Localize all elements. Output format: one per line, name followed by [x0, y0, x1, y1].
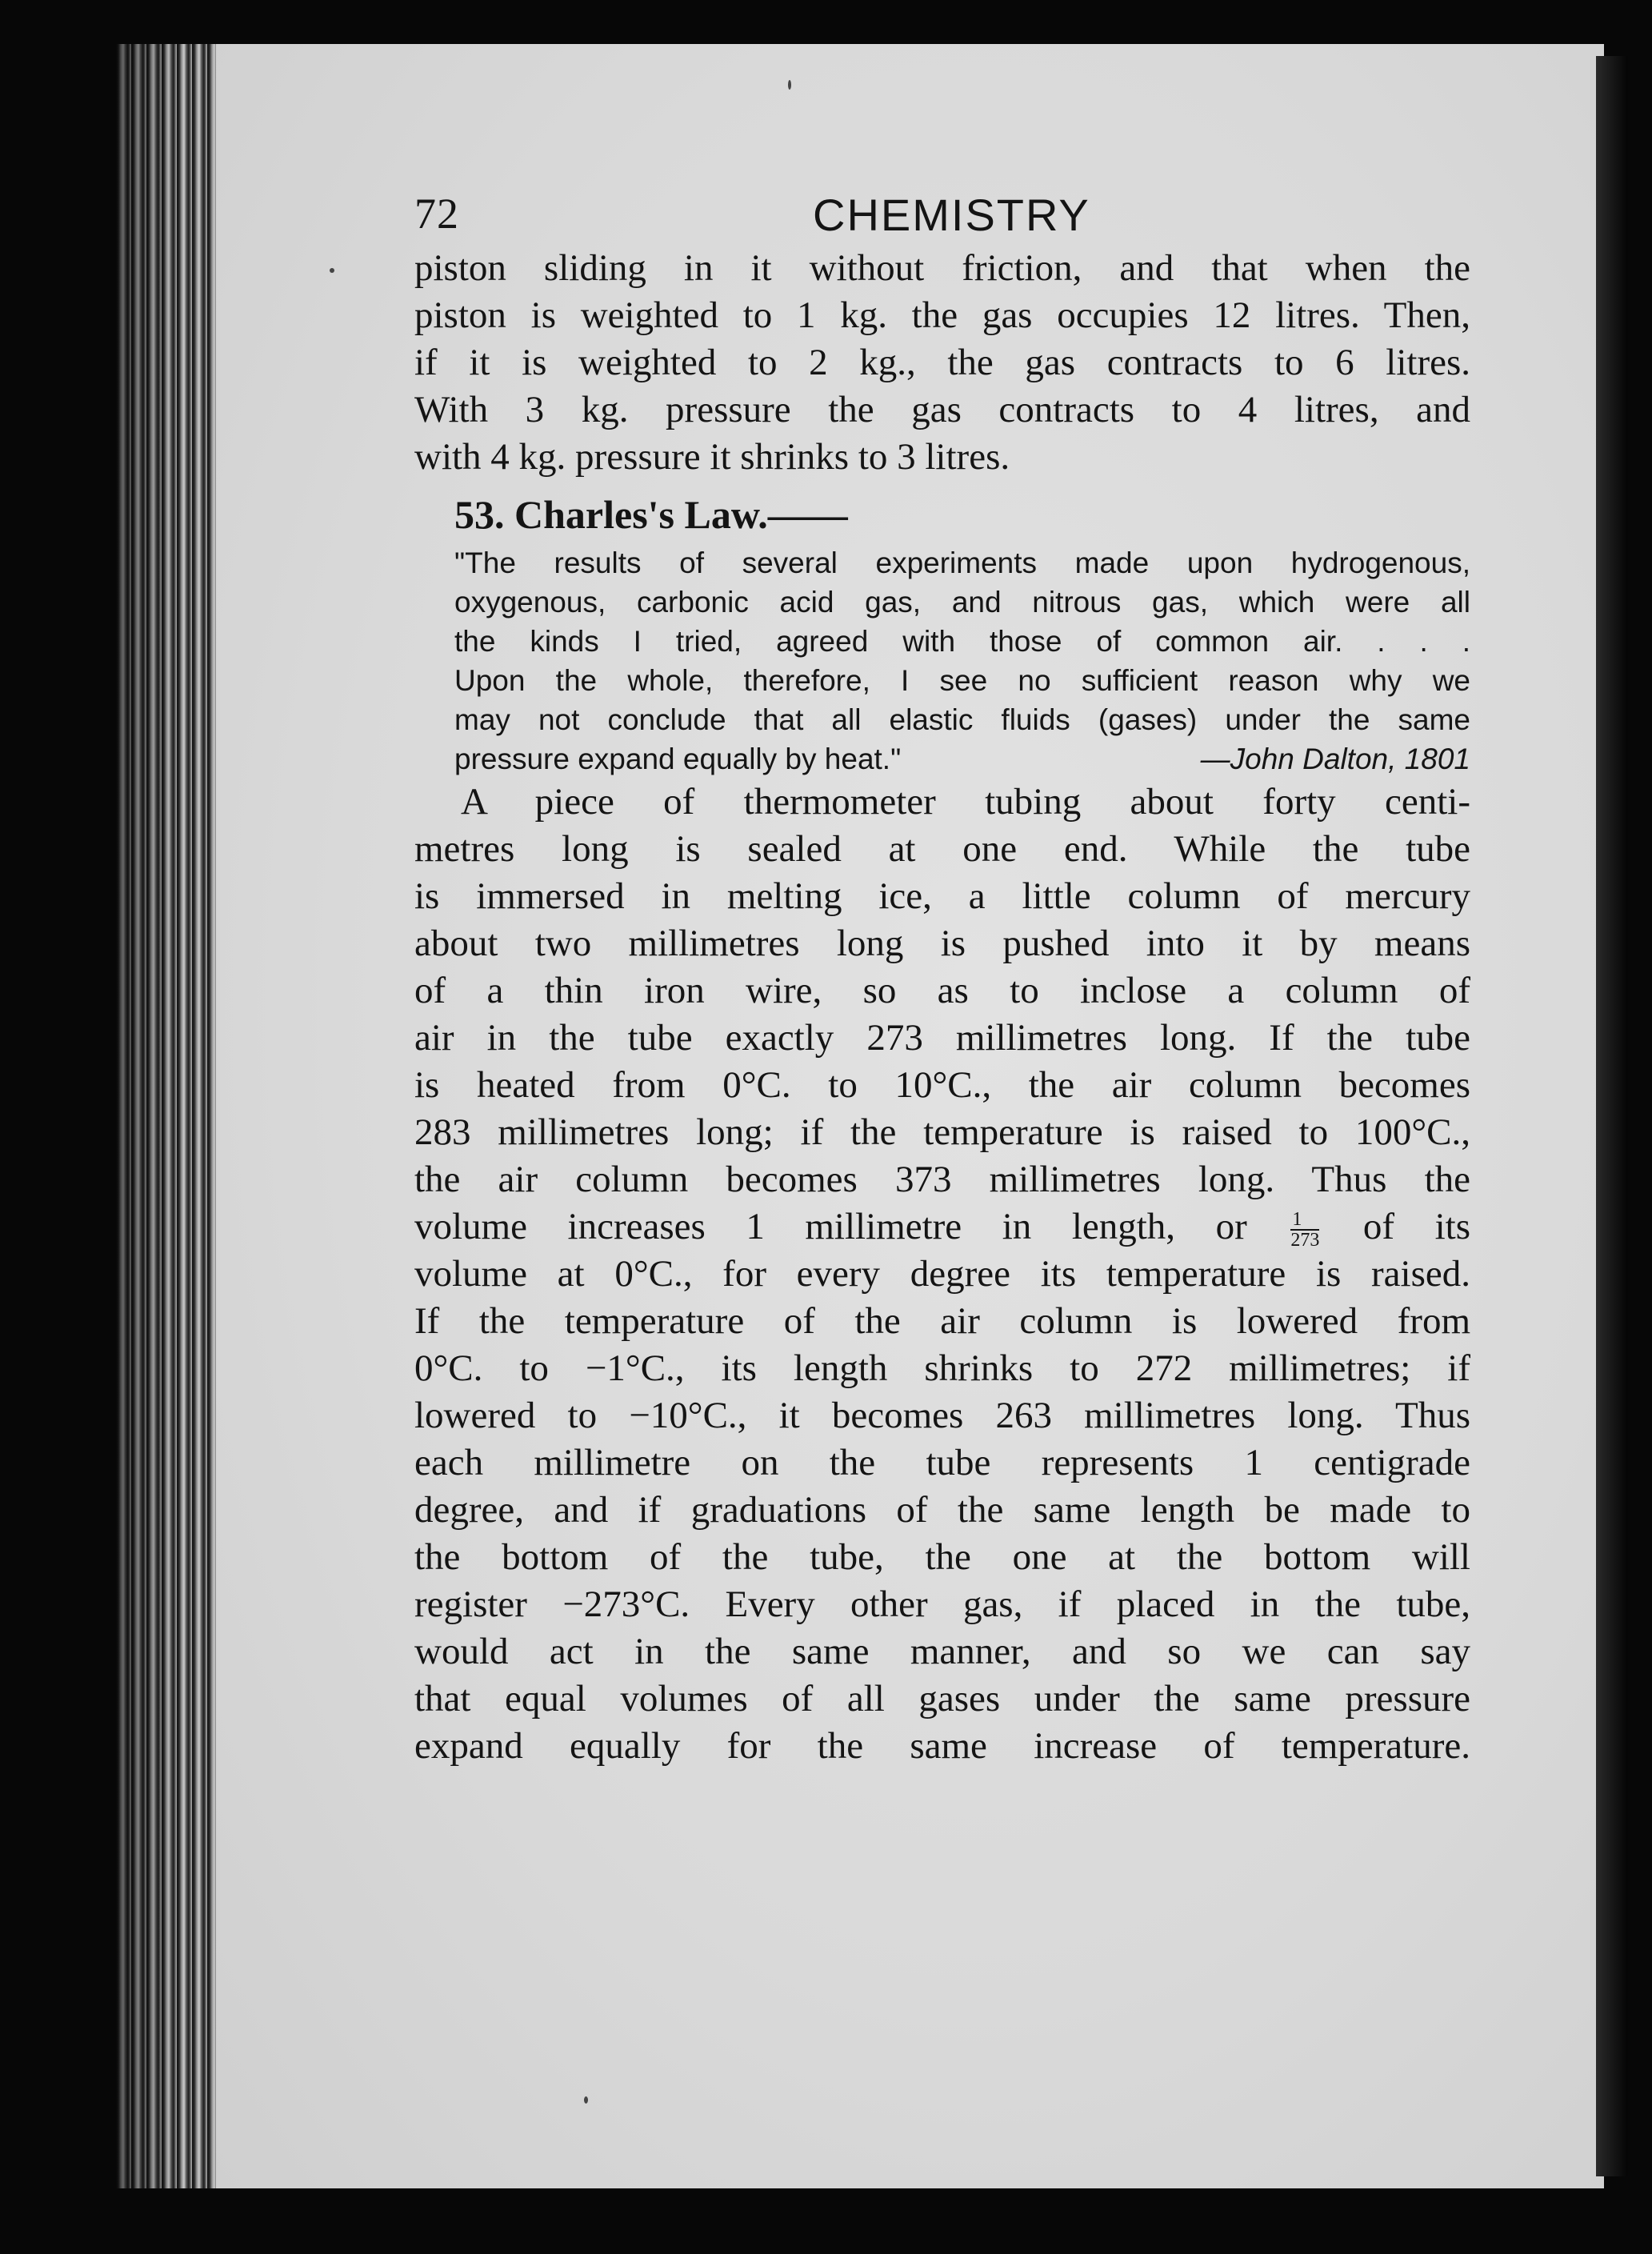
- quote-line: pressure expand equally by heat.": [454, 743, 902, 775]
- quote-line: may not conclude that all elastic fluids (gases) under the same: [454, 703, 1470, 736]
- fraction-numerator: 1: [1290, 1210, 1319, 1231]
- main-paragraph: [414, 779, 1470, 1770]
- page-text: [414, 189, 1470, 1770]
- text-line: 283 millimetres long; if the temperature is raised to 100°C.,: [414, 1111, 1470, 1153]
- text-line: volume at 0°C., for every degree its temperature is raised.: [414, 1253, 1470, 1295]
- page-number: 72: [414, 190, 459, 238]
- running-head: [414, 189, 1470, 245]
- text-line: piston sliding in it without friction, and that when the: [414, 247, 1470, 289]
- book-page-edges: [116, 44, 220, 2188]
- scan-speck: [584, 2096, 588, 2104]
- text-segment: volume increases 1 millimetre in length, or: [414, 1206, 1247, 1247]
- text-line: With 3 kg. pressure the gas contracts to 4 litres, and: [414, 389, 1470, 430]
- text-line: register −273°C. Every other gas, if placed in the tube,: [414, 1583, 1470, 1625]
- text-line: about two millimetres long is pushed into it by means: [414, 923, 1470, 964]
- text-line: the air column becomes 373 millimetres long. Thus the: [414, 1159, 1470, 1200]
- right-page-shadow: [1596, 56, 1628, 2176]
- text-line: expand equally for the same increase of temperature.: [414, 1725, 1470, 1767]
- text-line: if it is weighted to 2 kg., the gas contracts to 6 litres.: [414, 342, 1470, 383]
- text-line: the bottom of the tube, the one at the bottom will: [414, 1536, 1470, 1578]
- epigraph-quote: [454, 543, 1470, 779]
- fraction: [1290, 1210, 1319, 1250]
- text-line: degree, and if graduations of the same length be made to: [414, 1489, 1470, 1531]
- text-line: would act in the same manner, and so we can say: [414, 1631, 1470, 1672]
- running-title: CHEMISTRY: [813, 190, 1090, 240]
- quote-line: oxygenous, carbonic acid gas, and nitrous gas, which were all: [454, 586, 1470, 619]
- text-line: metres long is sealed at one end. While the tube: [414, 828, 1470, 870]
- text-segment: of its: [1362, 1206, 1471, 1247]
- fraction-denominator: 273: [1290, 1230, 1320, 1251]
- text-line-with-fraction: [414, 1203, 1470, 1251]
- section-heading: 53. Charles's Law.——: [454, 492, 848, 537]
- quote-line: Upon the whole, therefore, I see no sufficient reason why we: [454, 664, 1470, 697]
- text-line: is immersed in melting ice, a little column of mercury: [414, 875, 1470, 917]
- text-line: each millimetre on the tube represents 1 centigrade: [414, 1442, 1470, 1483]
- quote-line: "The results of several experiments made upon hydrogenous,: [454, 546, 1470, 579]
- text-line: A piece of thermometer tubing about forty centi-: [461, 781, 1470, 823]
- scan-speck: [330, 268, 334, 273]
- quote-attribution: —John Dalton, 1801: [1200, 743, 1470, 775]
- quote-last-line: [454, 739, 1470, 779]
- text-line: lowered to −10°C., it becomes 263 millimetres long. Thus: [414, 1395, 1470, 1436]
- text-line: piston is weighted to 1 kg. the gas occupies 12 litres. Then,: [414, 294, 1470, 336]
- intro-paragraph: [414, 245, 1470, 481]
- text-line: that equal volumes of all gases under the same pressure: [414, 1678, 1470, 1720]
- text-line: is heated from 0°C. to 10°C., the air column becomes: [414, 1064, 1470, 1106]
- quote-line: the kinds I tried, agreed with those of common air. . . .: [454, 625, 1470, 658]
- text-line: If the temperature of the air column is lowered from: [414, 1300, 1470, 1342]
- text-line: of a thin iron wire, so as to inclose a column of: [414, 970, 1470, 1011]
- text-line: with 4 kg. pressure it shrinks to 3 litres.: [414, 436, 1010, 478]
- scan-speck: [788, 80, 791, 90]
- text-line: air in the tube exactly 273 millimetres long. If the tube: [414, 1017, 1470, 1059]
- text-line: 0°C. to −1°C., its length shrinks to 272 millimetres; if: [414, 1347, 1470, 1389]
